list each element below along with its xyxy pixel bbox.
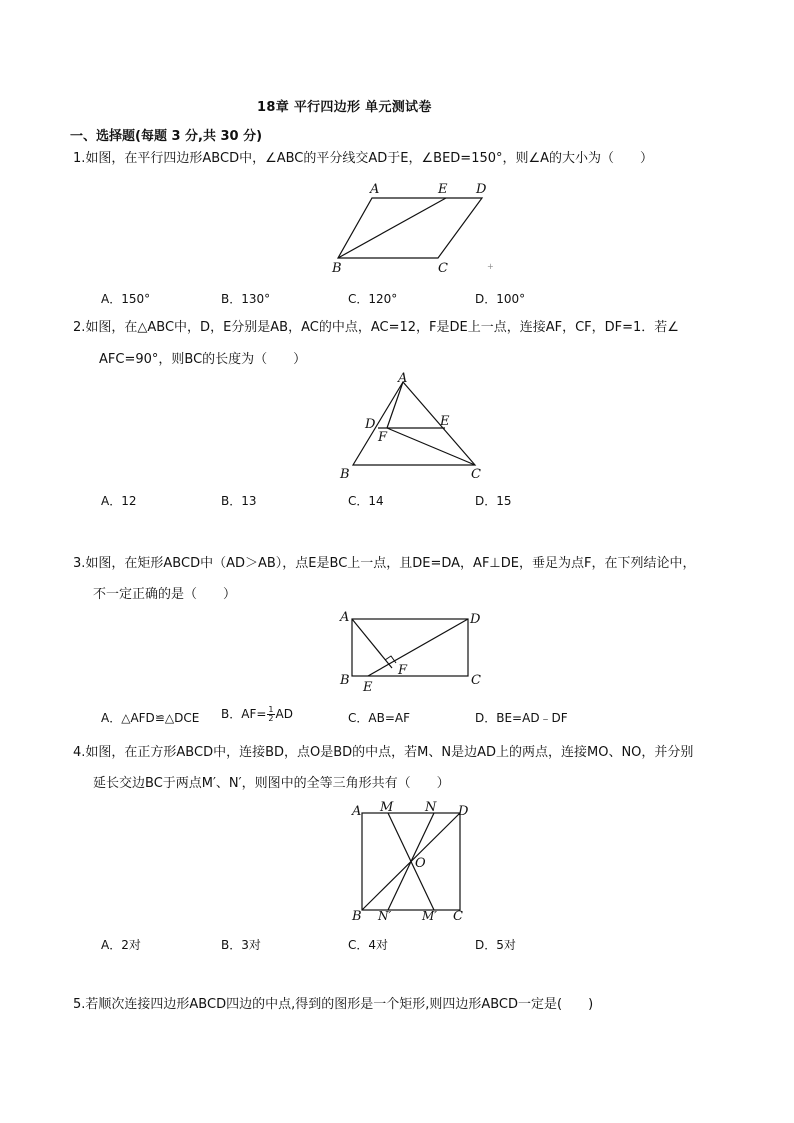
label-m-prime: M′ [422, 909, 438, 923]
q2-option-d[interactable]: D．15 [475, 494, 512, 508]
label-n: N [425, 800, 437, 815]
label-c: C [453, 909, 463, 924]
rectangle-abcd [352, 619, 468, 676]
question-2-figure [335, 372, 495, 484]
segment-ed [368, 619, 468, 676]
q3-option-c[interactable]: C．AB=AF [348, 711, 410, 725]
question-4-line-1: 4.如图，在正方形ABCD中，连接BD，点O是BD的中点，若M、N是边AD上的两点，连接MO、NO，并分别 [73, 745, 694, 760]
label-a: A [340, 610, 350, 625]
q1-option-d[interactable]: D．100° [475, 292, 526, 306]
label-d: D [458, 804, 469, 819]
label-f: F [398, 663, 408, 678]
q3-option-a[interactable]: A．△AFD≌△DCE [101, 711, 200, 725]
label-b: B [352, 909, 362, 924]
q2-option-c[interactable]: C．14 [348, 494, 384, 508]
label-e: E [440, 414, 450, 429]
label-c: C [438, 261, 448, 276]
section-heading: 一、选择题(每题 3 分,共 30 分) [70, 129, 263, 144]
q1-option-a[interactable]: A．150° [101, 292, 151, 306]
q2-option-a[interactable]: A．12 [101, 494, 137, 508]
question-4-figure [350, 800, 480, 926]
q4-option-a[interactable]: A．2对 [101, 938, 141, 952]
q2-option-b[interactable]: B．13 [221, 494, 257, 508]
label-n-prime: N′ [378, 909, 392, 923]
question-3-figure [336, 608, 496, 696]
label-b: B [332, 261, 342, 276]
label-m: M [380, 800, 394, 815]
label-d: D [365, 417, 376, 432]
question-2-line-1: 2.如图，在△ABC中，D，E分别是AB，AC的中点，AC=12，F是DE上一点，连接AF，CF，DF=1．若∠ [73, 320, 679, 335]
label-e: E [363, 680, 373, 695]
question-2-line-2: AFC=90°，则BC的长度为（ ） [99, 352, 307, 367]
question-3-line-2: 不一定正确的是（ ） [93, 587, 237, 602]
question-1-text: 1.如图，在平行四边形ABCD中，∠ABC的平分线交AD于E，∠BED=150°，则∠A的大小为（ ） [73, 151, 654, 166]
segment-af [352, 619, 392, 668]
parallelogram-abcd [338, 198, 482, 258]
label-d: D [476, 182, 487, 197]
q3-option-b[interactable] [221, 705, 293, 723]
segment-fc [387, 428, 475, 465]
q3-option-b-prefix: B．AF= [221, 707, 267, 721]
q4-option-d[interactable]: D．5对 [475, 938, 516, 952]
label-o: O [415, 856, 426, 871]
label-b: B [340, 673, 350, 688]
question-1-figure [326, 178, 506, 278]
label-a: A [398, 372, 408, 386]
label-f: F [378, 430, 388, 445]
question-4-line-2: 延长交边BC于两点M′、N′，则图中的全等三角形共有（ ） [93, 776, 450, 791]
question-3-line-1: 3.如图，在矩形ABCD中（AD＞AB），点E是BC上一点，且DE=DA，AF⊥DE，垂足为点F，在下列结论中， [73, 556, 696, 571]
page-title: 18章 平行四边形 单元测试卷 [257, 100, 432, 115]
label-a: A [370, 182, 380, 197]
label-d: D [470, 612, 481, 627]
q1-option-b[interactable]: B．130° [221, 292, 271, 306]
label-a: A [352, 804, 362, 819]
label-b: B [340, 467, 350, 482]
q3-option-b-suffix: AD [275, 707, 293, 721]
q3-option-d[interactable]: D．BE=AD﹣DF [475, 711, 568, 725]
segment-be [338, 198, 446, 258]
q1-option-c[interactable]: C．120° [348, 292, 398, 306]
stray-mark: + [487, 262, 494, 271]
label-c: C [471, 673, 481, 688]
q4-option-c[interactable]: C．4对 [348, 938, 389, 952]
fraction-one-half: $\frac{1}{2}$ [268, 705, 274, 723]
label-c: C [471, 467, 481, 482]
label-e: E [438, 182, 448, 197]
question-5-text: 5.若顺次连接四边形ABCD四边的中点,得到的图形是一个矩形,则四边形ABCD一定是( ) [73, 997, 594, 1012]
q4-option-b[interactable]: B．3对 [221, 938, 261, 952]
